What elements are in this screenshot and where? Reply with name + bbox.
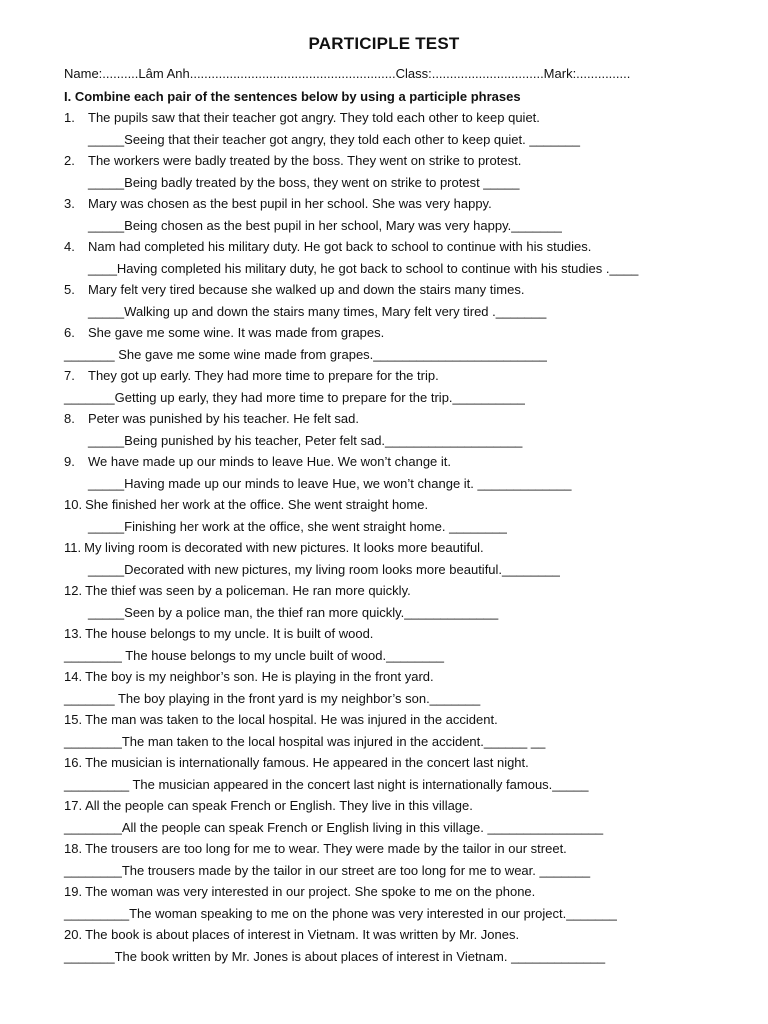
exercise-item xyxy=(64,669,754,712)
exercise-item xyxy=(64,497,754,540)
exercise-item xyxy=(64,583,754,626)
answer-line: _______The book written by Mr. Jones is about places of interest in Vietnam. _____________ xyxy=(64,948,606,964)
answer-line: _____Being chosen as the best pupil in her school, Mary was very happy._______ xyxy=(88,217,562,233)
question-text: Nam had completed his military duty. He got back to school to continue with his studies. xyxy=(88,239,592,254)
exercise-item xyxy=(64,927,754,970)
question-number: 14. xyxy=(64,669,83,684)
question-number: 19. xyxy=(64,884,83,899)
answer-line: ________The man taken to the local hospital was injured in the accident.______ __ xyxy=(64,733,546,749)
question-number: 4. xyxy=(64,239,75,254)
question-line xyxy=(64,110,754,132)
question-text: Mary was chosen as the best pupil in her school. She was very happy. xyxy=(88,196,492,211)
exercise-item xyxy=(64,153,754,196)
question-text: The thief was seen by a policeman. He ran more quickly. xyxy=(85,583,411,598)
question-number: 10. xyxy=(64,497,83,512)
answer-line: _____Walking up and down the stairs many times, Mary felt very tired ._______ xyxy=(88,303,547,319)
exercise-item xyxy=(64,884,754,927)
question-line xyxy=(64,239,754,261)
answer-line: _____Seen by a police man, the thief ran more quickly._____________ xyxy=(88,604,499,620)
question-number: 20. xyxy=(64,927,83,942)
answer-line: _____Decorated with new pictures, my living room looks more beautiful.________ xyxy=(88,561,560,577)
exercise-item xyxy=(64,368,754,411)
answer-line: ________The trousers made by the tailor in our street are too long for me to wear. _______ xyxy=(64,862,591,878)
question-line xyxy=(64,368,754,390)
question-line xyxy=(64,755,754,777)
question-number: 1. xyxy=(64,110,75,125)
question-text: The woman was very interested in our project. She spoke to me on the phone. xyxy=(85,884,536,899)
question-number: 16. xyxy=(64,755,83,770)
question-text: They got up early. They had more time to prepare for the trip. xyxy=(88,368,439,383)
question-text: The musician is internationally famous. He appeared in the concert last night. xyxy=(85,755,529,770)
question-text: She finished her work at the office. She went straight home. xyxy=(85,497,429,512)
answer-line: _________The woman speaking to me on the phone was very interested in our project._______ xyxy=(64,905,617,921)
question-text: The workers were badly treated by the boss. They went on strike to protest. xyxy=(88,153,522,168)
question-number: 6. xyxy=(64,325,75,340)
question-line xyxy=(64,841,754,863)
exercise-item xyxy=(64,626,754,669)
question-line xyxy=(64,798,754,820)
question-text: The book is about places of interest in Vietnam. It was written by Mr. Jones. xyxy=(85,927,520,942)
question-text: Mary felt very tired because she walked up and down the stairs many times. xyxy=(88,282,525,297)
question-line xyxy=(64,884,754,906)
question-text: The man was taken to the local hospital. He was injured in the accident. xyxy=(85,712,498,727)
answer-line: _____Being punished by his teacher, Peter felt sad.___________________ xyxy=(88,432,523,448)
answer-line: _____Having made up our minds to leave Hue, we won’t change it. _____________ xyxy=(88,475,572,491)
exercise-item xyxy=(64,712,754,755)
question-line xyxy=(64,411,754,433)
question-number: 5. xyxy=(64,282,75,297)
answer-line: _____Being badly treated by the boss, they went on strike to protest _____ xyxy=(88,174,520,190)
student-info-line: Name:..........Lâm Anh.........................................................Class:...............................Mark:............... xyxy=(64,66,631,81)
question-number: 9. xyxy=(64,454,75,469)
exercise-item xyxy=(64,196,754,239)
question-line xyxy=(64,196,754,218)
question-number: 3. xyxy=(64,196,75,211)
question-text: She gave me some wine. It was made from grapes. xyxy=(88,325,385,340)
exercise-item xyxy=(64,325,754,368)
question-line xyxy=(64,583,754,605)
exercise-item xyxy=(64,454,754,497)
question-number: 2. xyxy=(64,153,75,168)
question-line xyxy=(64,669,754,691)
question-number: 12. xyxy=(64,583,83,598)
answer-line: _______ She gave me some wine made from grapes.________________________ xyxy=(64,346,547,362)
question-text: The trousers are too long for me to wear. They were made by the tailor in our street. xyxy=(85,841,567,856)
exercise-list xyxy=(64,110,754,970)
exercise-item xyxy=(64,798,754,841)
question-line xyxy=(64,540,754,562)
section-heading: I. Combine each pair of the sentences below by using a participle phrases xyxy=(64,89,521,104)
question-number: 18. xyxy=(64,841,83,856)
question-text: The house belongs to my uncle. It is built of wood. xyxy=(85,626,374,641)
question-text: The boy is my neighbor’s son. He is playing in the front yard. xyxy=(85,669,434,684)
question-line xyxy=(64,927,754,949)
question-number: 13. xyxy=(64,626,83,641)
question-text: Peter was punished by his teacher. He felt sad. xyxy=(88,411,359,426)
question-line xyxy=(64,626,754,648)
answer-line: ________ The house belongs to my uncle built of wood.________ xyxy=(64,647,444,663)
question-line xyxy=(64,454,754,476)
question-text: We have made up our minds to leave Hue. We won’t change it. xyxy=(88,454,451,469)
answer-line: _______Getting up early, they had more time to prepare for the trip.__________ xyxy=(64,389,525,405)
question-number: 17. xyxy=(64,798,83,813)
answer-line: _____Seeing that their teacher got angry, they told each other to keep quiet. _______ xyxy=(88,131,580,147)
question-text: My living room is decorated with new pictures. It looks more beautiful. xyxy=(84,540,484,555)
question-line xyxy=(64,153,754,175)
question-number: 8. xyxy=(64,411,75,426)
exercise-item xyxy=(64,755,754,798)
answer-line: ____Having completed his military duty, he got back to school to continue with his studies .____ xyxy=(88,260,639,276)
answer-line: _______ The boy playing in the front yard is my neighbor’s son._______ xyxy=(64,690,481,706)
exercise-item xyxy=(64,110,754,153)
question-line xyxy=(64,712,754,734)
question-line xyxy=(64,325,754,347)
question-number: 15. xyxy=(64,712,83,727)
exercise-item xyxy=(64,841,754,884)
question-number: 7. xyxy=(64,368,75,383)
exercise-item xyxy=(64,239,754,282)
exercise-item xyxy=(64,540,754,583)
question-line xyxy=(64,282,754,304)
question-text: The pupils saw that their teacher got angry. They told each other to keep quiet. xyxy=(88,110,540,125)
answer-line: ________All the people can speak French or English living in this village. ________________ xyxy=(64,819,604,835)
exercise-item xyxy=(64,411,754,454)
question-text: All the people can speak French or English. They live in this village. xyxy=(85,798,473,813)
exercise-item xyxy=(64,282,754,325)
answer-line: _________ The musician appeared in the concert last night is internationally famous._____ xyxy=(64,776,589,792)
page-title: PARTICIPLE TEST xyxy=(308,34,460,53)
answer-line: _____Finishing her work at the office, she went straight home. ________ xyxy=(88,518,507,534)
question-line xyxy=(64,497,754,519)
question-number: 11. xyxy=(64,540,82,555)
